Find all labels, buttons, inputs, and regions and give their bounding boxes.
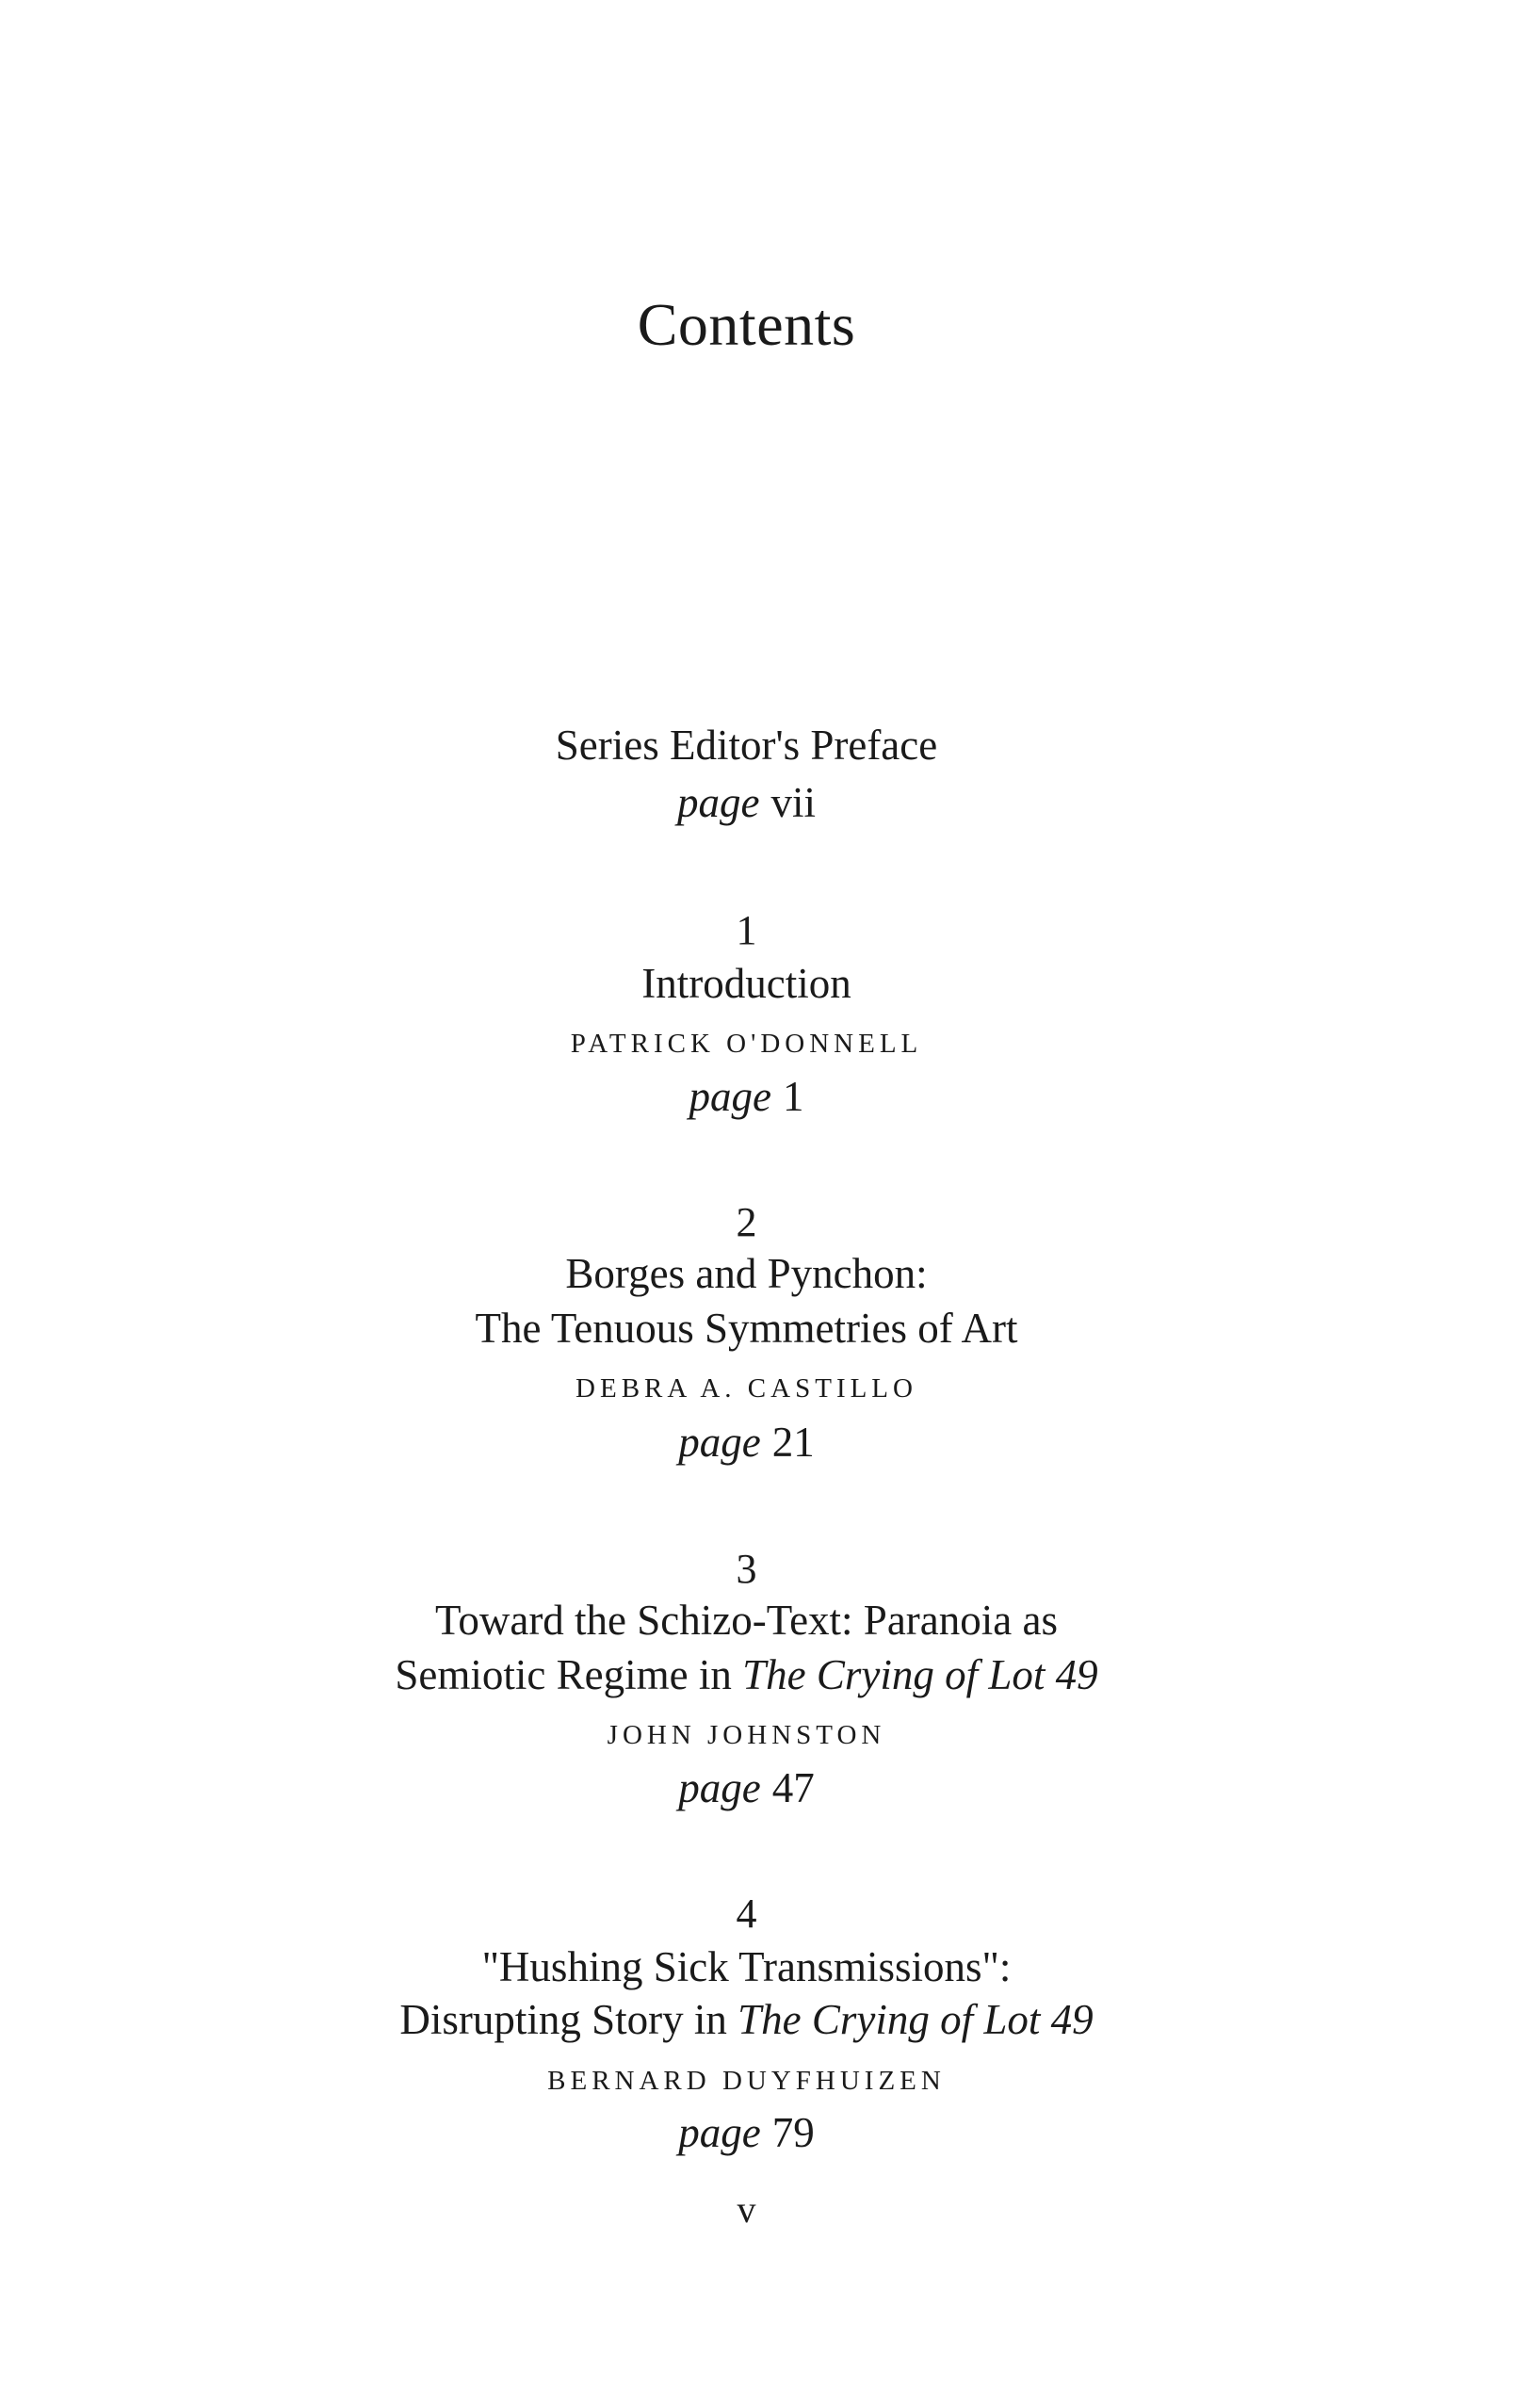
preface-page-ref — [0, 778, 1493, 827]
page-prefix: page — [678, 2109, 761, 2156]
chapter-number: 3 — [736, 1546, 757, 1592]
chapter-number: 1 — [736, 907, 757, 953]
chapter-author: BERNARD DUYFHUIZEN — [547, 2066, 946, 2096]
chapter-page-ref — [0, 1418, 1493, 1467]
chapter-title-line — [0, 1650, 1493, 1699]
chapter-page-ref — [0, 1072, 1493, 1121]
page-number: vii — [770, 779, 816, 826]
folio: v — [737, 2188, 756, 2231]
page-prefix: page — [678, 1419, 761, 1466]
page-number: 21 — [771, 1419, 815, 1466]
preface-title: Series Editor's Preface — [555, 722, 938, 769]
chapter-title-line: Toward the Schizo-Text: Paranoia as — [435, 1597, 1058, 1644]
chapter-title-line: Borges and Pynchon: — [565, 1250, 928, 1297]
title-text: Semiotic Regime in — [395, 1651, 743, 1698]
chapter-author: PATRICK O'DONNELL — [570, 1029, 923, 1059]
page-prefix: page — [677, 779, 760, 826]
chapter-author: JOHN JOHNSTON — [607, 1720, 886, 1750]
page-number: 47 — [771, 1764, 815, 1811]
page-prefix: page — [689, 1073, 771, 1120]
page-title: Contents — [637, 291, 856, 358]
page-number: 1 — [782, 1073, 804, 1120]
chapter-number: 4 — [736, 1891, 757, 1937]
chapter-title-line: "Hushing Sick Transmissions": — [481, 1943, 1012, 1990]
chapter-title: Introduction — [641, 960, 851, 1007]
chapter-author: DEBRA A. CASTILLO — [575, 1373, 917, 1404]
book-title: The Crying of Lot 49 — [738, 1996, 1094, 2043]
title-text: Disrupting Story in — [399, 1996, 738, 2043]
chapter-title-line: The Tenuous Symmetries of Art — [475, 1305, 1018, 1352]
chapter-title-line — [0, 1995, 1493, 2044]
page-number: 79 — [771, 2109, 815, 2156]
chapter-number: 2 — [736, 1199, 757, 1245]
chapter-page-ref — [0, 2108, 1493, 2157]
book-title: The Crying of Lot 49 — [742, 1651, 1098, 1698]
page-prefix: page — [678, 1764, 761, 1811]
chapter-page-ref — [0, 1763, 1493, 1812]
